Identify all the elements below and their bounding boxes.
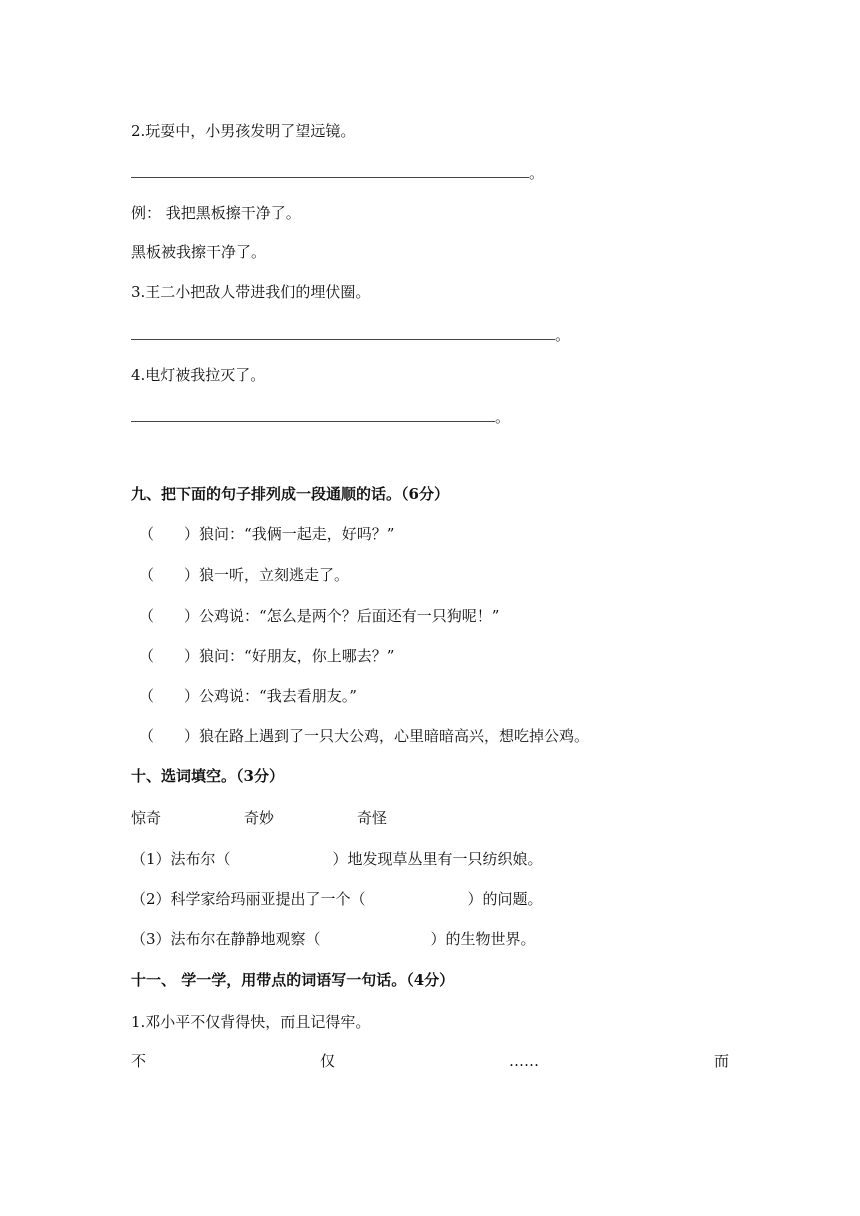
pattern-word: 不 — [131, 1052, 147, 1070]
word-option: 奇妙 — [244, 809, 275, 827]
answer-line-4[interactable] — [131, 407, 510, 427]
order-item-text: 公鸡说：“我去看朋友。” — [199, 687, 357, 705]
pattern-word: 而 — [714, 1052, 730, 1070]
order-item-5[interactable]: （ ）公鸡说：“我去看朋友。” — [139, 687, 357, 705]
order-item-text: 狼一听，立刻逃走了。 — [199, 566, 350, 584]
period: 。 — [495, 408, 511, 426]
pattern-word: 仅 — [320, 1052, 336, 1070]
answer-line-3[interactable] — [131, 325, 570, 345]
order-item-text: 狼问：“我俩一起走，好吗？” — [199, 525, 395, 543]
answer-blank[interactable] — [131, 166, 529, 178]
order-item-text: 狼在路上遇到了一只大公鸡，心里暗暗高兴，想吃掉公鸡。 — [199, 727, 590, 745]
example-sentence — [131, 203, 301, 223]
fill-question-2[interactable]: （2）科学家给玛丽亚提出了一个（ ）的问题。 — [131, 890, 543, 908]
section-11-heading: 十一、 学一学，用带点的词语写一句话。（4分） — [131, 971, 455, 989]
order-item-text: 狼问：“好朋友，你上哪去？” — [199, 647, 395, 665]
order-item-3[interactable]: （ ）公鸡说：“怎么是两个？后面还有一只狗呢！” — [139, 607, 500, 625]
model-sentence: 1.邓小平不仅背得快，而且记得牢。 — [131, 1013, 371, 1031]
answer-blank[interactable] — [131, 328, 555, 340]
question-3: 3.王二小把敌人带进我们的埋伏圈。 — [131, 283, 371, 301]
pattern-ellipsis: …… — [509, 1052, 539, 1070]
example-answer: 黑板被我擦干净了。 — [131, 243, 267, 261]
example-label: 例： — [131, 204, 162, 222]
word-option: 奇怪 — [357, 809, 388, 827]
fill-question-1[interactable]: （1）法布尔（ ）地发现草丛里有一只纺织娘。 — [131, 850, 543, 868]
order-item-text: 公鸡说：“怎么是两个？后面还有一只狗呢！” — [199, 607, 500, 625]
order-item-1[interactable]: （ ）狼问：“我俩一起走，好吗？” — [139, 525, 395, 543]
section-9-heading: 九、把下面的句子排列成一段通顺的话。（6分） — [131, 485, 449, 503]
example-text: 我把黑板擦干净了。 — [165, 204, 301, 222]
order-item-2[interactable]: （ ）狼一听，立刻逃走了。 — [139, 566, 350, 584]
word-bank — [131, 808, 387, 828]
period: 。 — [555, 326, 571, 344]
word-option: 惊奇 — [131, 809, 162, 827]
section-10-heading: 十、选词填空。（3分） — [131, 767, 284, 785]
answer-line-2[interactable] — [131, 163, 544, 183]
question-2: 2.玩耍中，小男孩发明了望远镜。 — [131, 122, 356, 140]
order-item-4[interactable]: （ ）狼问：“好朋友，你上哪去？” — [139, 647, 395, 665]
question-4: 4.电灯被我拉灭了。 — [131, 366, 266, 384]
fill-question-3[interactable]: （3）法布尔在静静地观察（ ）的生物世界。 — [131, 930, 536, 948]
period: 。 — [529, 164, 545, 182]
order-item-6[interactable]: （ ）狼在路上遇到了一只大公鸡，心里暗暗高兴，想吃掉公鸡。 — [139, 727, 590, 745]
answer-blank[interactable] — [131, 410, 495, 422]
